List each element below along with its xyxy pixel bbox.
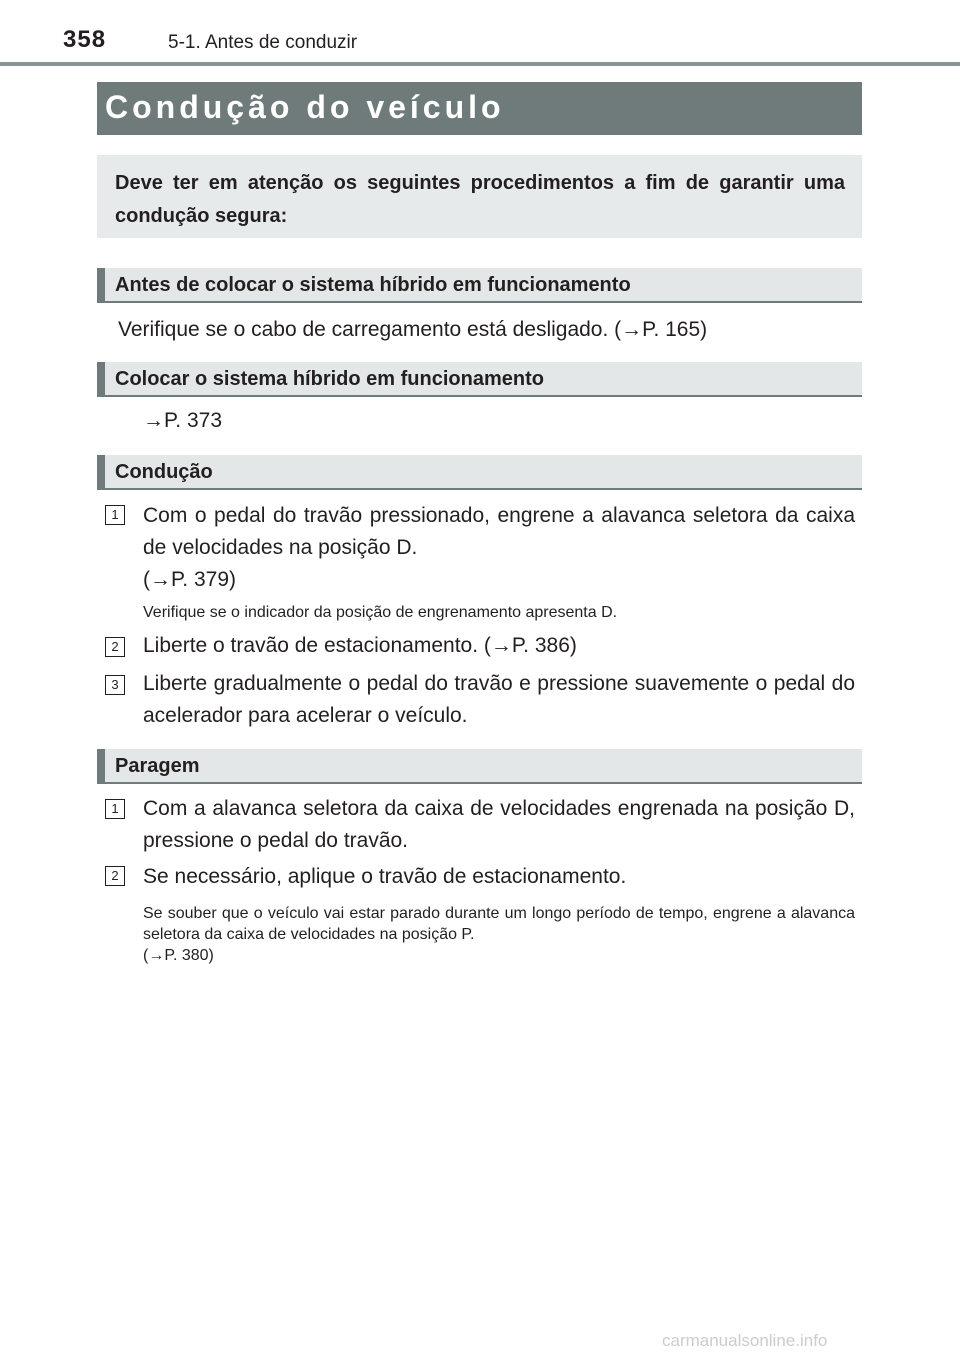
driving-note: Verifique se o indicador da posição de engrenamento apresenta D. [143, 604, 618, 621]
intro-text: Deve ter em atenção os seguintes procedimentos a fim de garantir uma condução segura: [115, 172, 845, 227]
stopping-step-1: Com a alavanca seletora da caixa de velocidades engrenada na posição D, pressione o pedal do travão. [143, 797, 855, 852]
step-number-box: 1 [105, 505, 125, 525]
driving-step-2: Liberte o travão de estacionamento. (→P. 386) [143, 634, 577, 657]
step-number-box: 3 [105, 675, 125, 695]
step-number-box: 1 [105, 799, 125, 819]
driving-step-1 [143, 500, 855, 596]
driving-step-3: Liberte gradualmente o pedal do travão e pressione suavemente o pedal do acelerador para acelerar o veículo. [143, 672, 855, 727]
watermark: carmanualsonline.info [662, 1331, 828, 1350]
stopping-note [143, 903, 855, 966]
subheading-label: Antes de colocar o sistema híbrido em funcionamento [115, 274, 631, 296]
page-number: 358 [63, 26, 107, 53]
subheading-stopping [97, 749, 862, 784]
stopping-step-2: Se necessário, aplique o travão de estacionamento. [143, 865, 627, 888]
note-reference: (→P. 380) [143, 947, 214, 964]
step-text: Com o pedal do travão pressionado, engrene a alavanca seletora da caixa de velocidades na posição D. [143, 504, 855, 559]
subheading-before-start [97, 268, 862, 303]
section-label: 5-1. Antes de conduzir [168, 32, 358, 53]
intro-box [97, 155, 862, 238]
subheading-driving [97, 455, 862, 490]
before-start-text: Verifique se o cabo de carregamento está desligado. (→P. 165) [118, 318, 708, 341]
subheading-label: Condução [115, 461, 213, 483]
subheading-label: Paragem [115, 755, 200, 777]
step-number-box: 2 [105, 637, 125, 657]
page-title: Condução do veículo [97, 82, 862, 135]
start-reference: →P. 373 [143, 409, 223, 432]
step-reference: (→P. 379) [143, 568, 236, 591]
note-text: Se souber que o veículo vai estar parado durante um longo período de tempo, engrene a alavanca seletora da caixa de velocidades na posição P. [143, 905, 855, 943]
step-number-box: 2 [105, 866, 125, 886]
subheading-start [97, 362, 862, 397]
subheading-label: Colocar o sistema híbrido em funcionamento [115, 368, 544, 390]
header-rule [0, 62, 960, 66]
